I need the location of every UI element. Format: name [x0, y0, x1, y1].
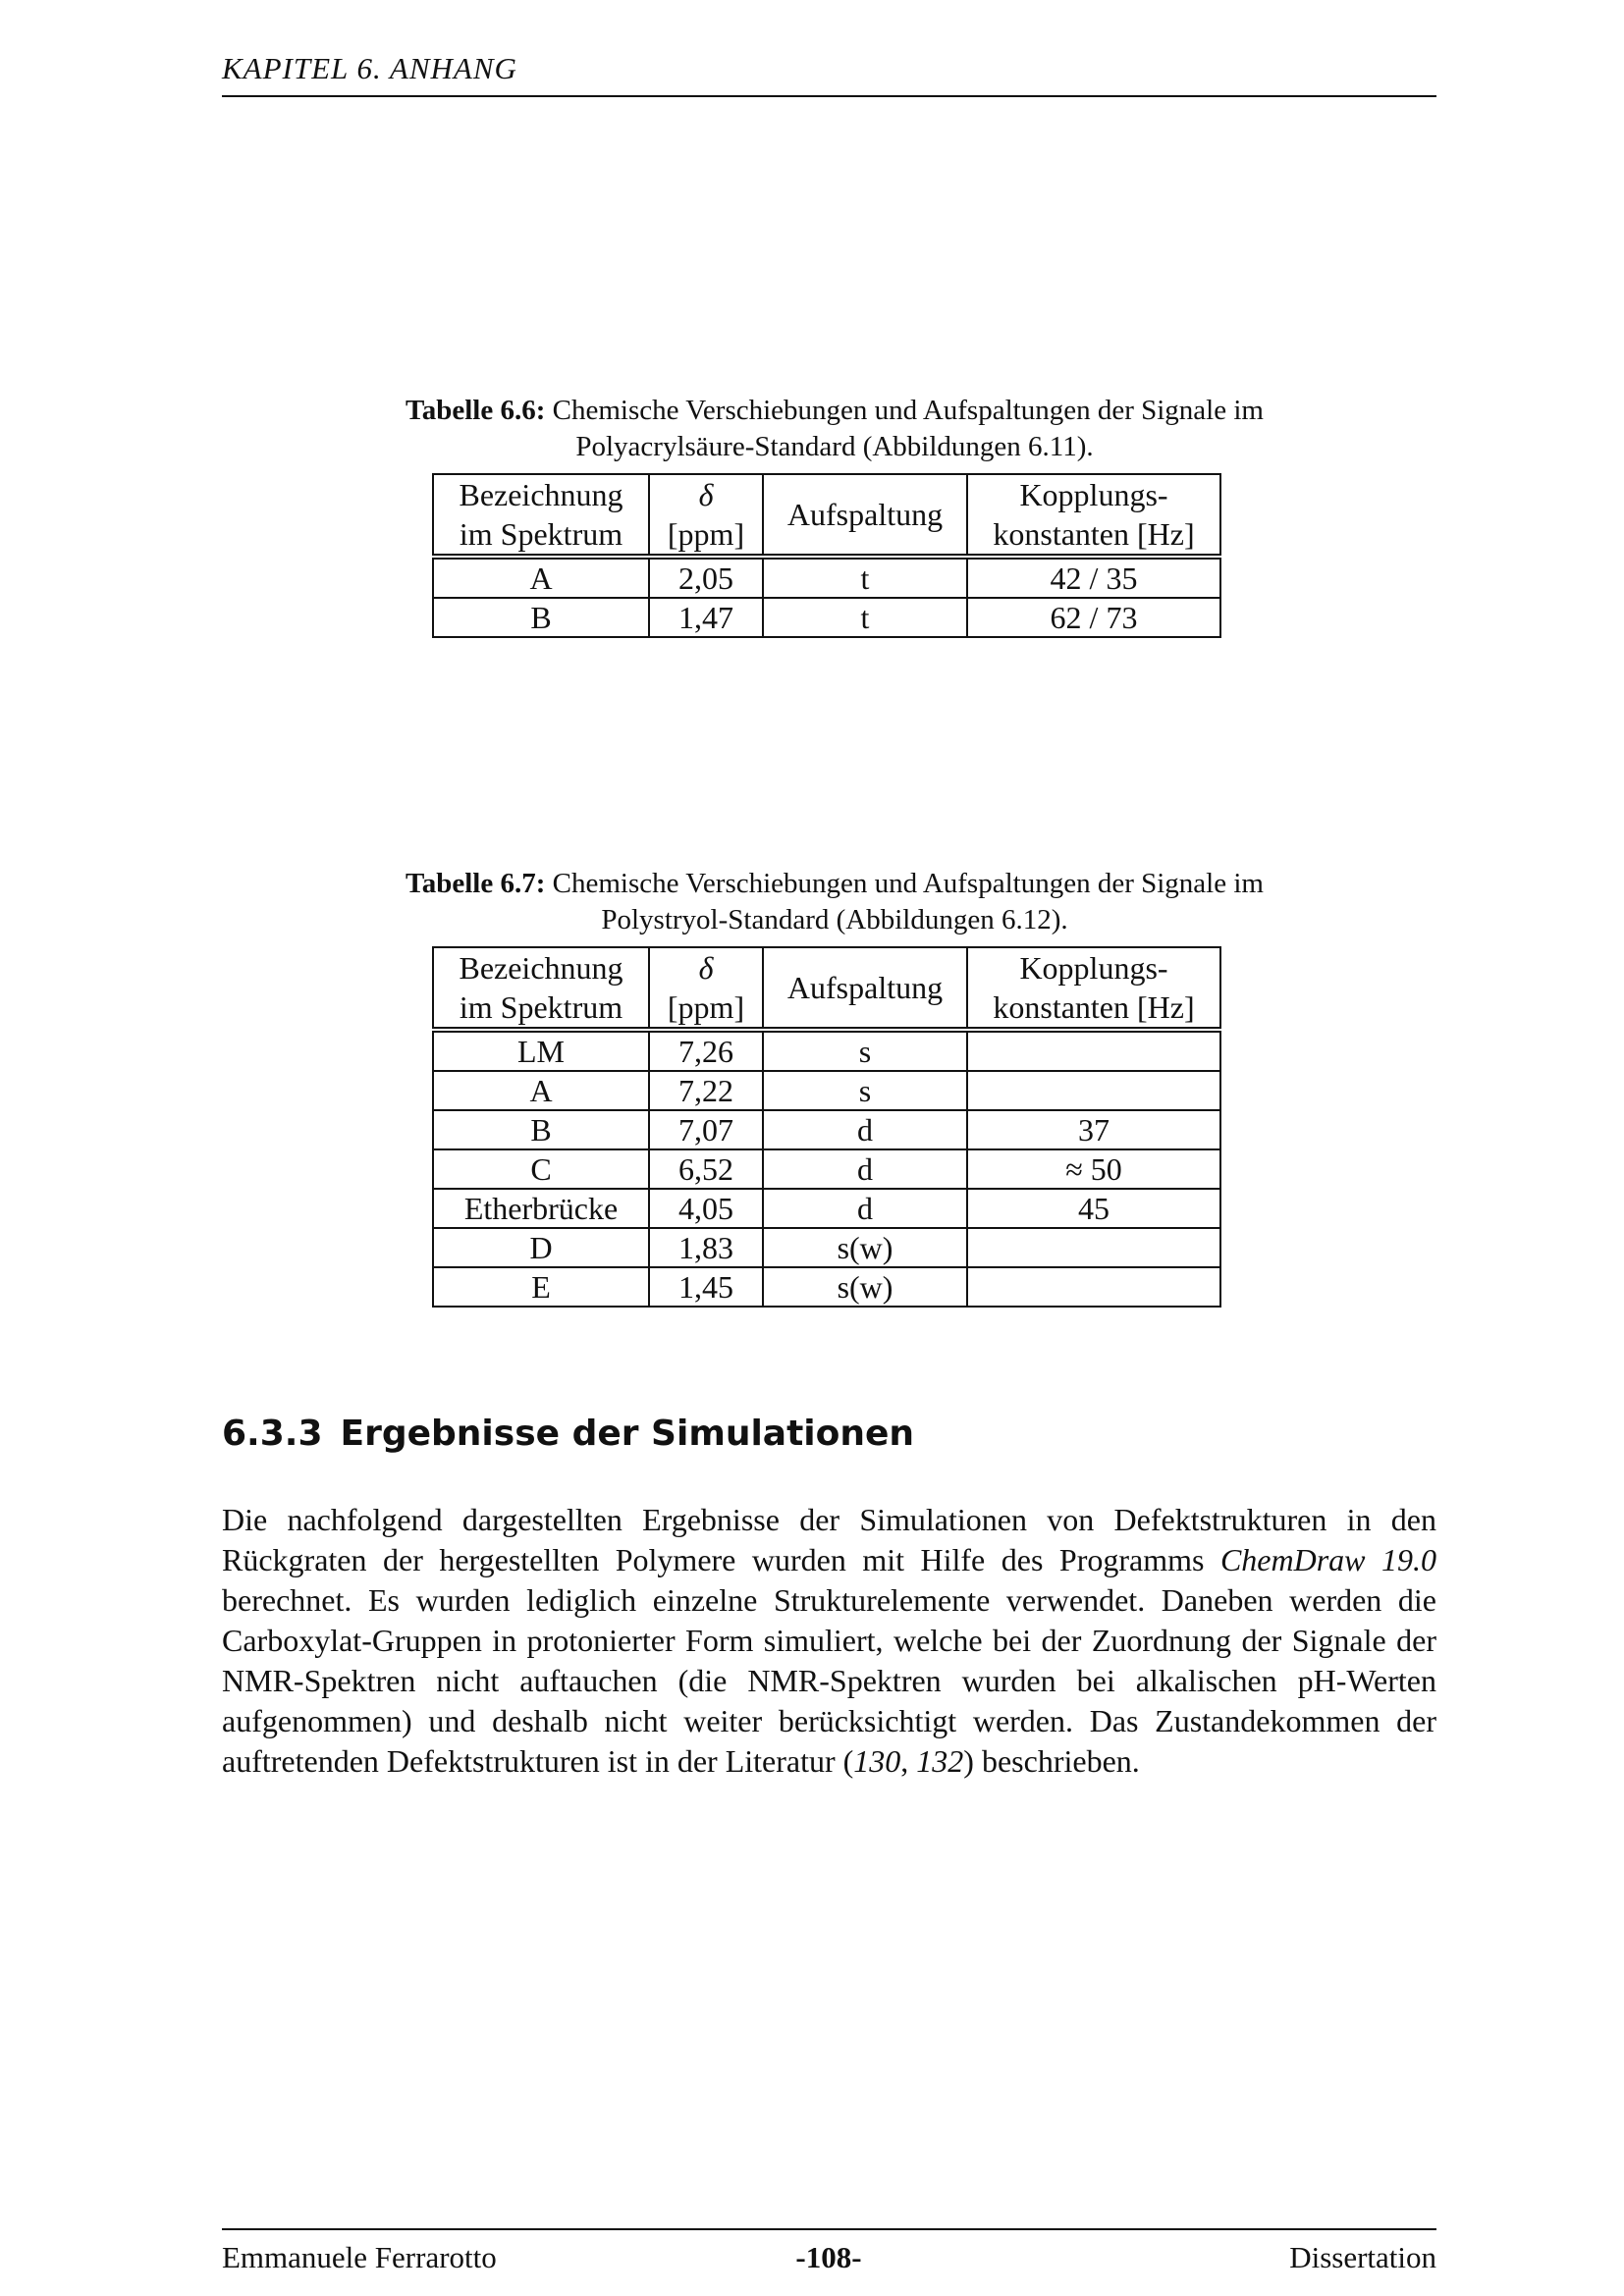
header-name: Bezeichnung im Spektrum [433, 474, 649, 557]
caption-line-2: Polyacrylsäure-Standard (Abbildungen 6.11). [575, 431, 1094, 462]
paragraph-text: Die nachfolgend dargestellten Ergebnisse der Simulationen von Defektstrukturen in den Rückgraten der hergestellten Polymere wurden mit Hilfe des Programms [222, 1502, 1436, 1577]
caption-line-1 [295, 393, 1375, 429]
cell-split: d [763, 1189, 967, 1228]
caption-text: Chemische Verschiebungen und Aufspaltungen der Signale im [552, 395, 1264, 426]
cell-split: d [763, 1149, 967, 1189]
header-coupling: Kopplungs- konstanten [Hz] [967, 947, 1220, 1030]
caption-label: Tabelle 6.6: [406, 395, 546, 426]
cell-split: s(w) [763, 1228, 967, 1267]
cell-shift: 6,52 [649, 1149, 763, 1189]
cell-name: Etherbrücke [433, 1189, 649, 1228]
cell-shift: 7,07 [649, 1110, 763, 1149]
cell-coupling: 37 [967, 1110, 1220, 1149]
reference-separator: , [900, 1743, 917, 1779]
caption-label: Tabelle 6.7: [406, 868, 546, 899]
cell-name: B [433, 598, 649, 637]
cell-name: D [433, 1228, 649, 1267]
cell-split: t [763, 598, 967, 637]
table-6-6 [432, 473, 1221, 638]
table-row [433, 1110, 1220, 1149]
table-row [433, 1149, 1220, 1189]
cell-coupling: ≈ 50 [967, 1149, 1220, 1189]
reference-130: 130 [853, 1743, 901, 1779]
cell-shift: 2,05 [649, 557, 763, 598]
section-title: Ergebnisse der Simulationen [340, 1414, 915, 1454]
footer-author: Emmanuele Ferrarotto [222, 2240, 497, 2274]
header-rule [222, 95, 1436, 97]
caption-line-1 [295, 866, 1375, 902]
table-header-row [433, 474, 1220, 557]
footer-rule [222, 2228, 1436, 2230]
table-row [433, 1030, 1220, 1071]
cell-split: s [763, 1030, 967, 1071]
table-row [433, 1228, 1220, 1267]
header-split: Aufspaltung [763, 474, 967, 557]
cell-coupling [967, 1071, 1220, 1110]
body-paragraph [222, 1500, 1436, 1782]
cell-coupling: 62 / 73 [967, 598, 1220, 637]
footer-document-type: Dissertation [1289, 2240, 1436, 2274]
table-row [433, 1189, 1220, 1228]
header-shift: δ [ppm] [649, 947, 763, 1030]
cell-split: s [763, 1071, 967, 1110]
cell-coupling [967, 1267, 1220, 1307]
caption-line-2: Polystryol-Standard (Abbildungen 6.12). [601, 904, 1068, 935]
table-row [433, 1071, 1220, 1110]
cell-shift: 1,83 [649, 1228, 763, 1267]
header-split: Aufspaltung [763, 947, 967, 1030]
cell-split: d [763, 1110, 967, 1149]
cell-split: t [763, 557, 967, 598]
cell-shift: 7,22 [649, 1071, 763, 1110]
cell-coupling: 45 [967, 1189, 1220, 1228]
cell-shift: 1,47 [649, 598, 763, 637]
cell-shift: 7,26 [649, 1030, 763, 1071]
table-6-6-caption [295, 393, 1375, 465]
page-number: -108- [795, 2240, 862, 2274]
cell-name: A [433, 557, 649, 598]
cell-name: B [433, 1110, 649, 1149]
cell-coupling [967, 1228, 1220, 1267]
cell-shift: 1,45 [649, 1267, 763, 1307]
cell-coupling [967, 1030, 1220, 1071]
table-row [433, 598, 1220, 637]
table-6-7 [432, 946, 1221, 1308]
cell-coupling: 42 / 35 [967, 557, 1220, 598]
cell-shift: 4,05 [649, 1189, 763, 1228]
paragraph-text: berechnet. Es wurden lediglich einzelne Strukturelemente verwendet. Daneben werden die Carboxylat-Gruppen in protonierter Form simuliert, welche bei der Zuordnung der Signale der NMR-Spektren nicht auftauchen (die NMR-Spektren wurden bei alkalischen pH-Werten aufgenommen) und deshalb nicht weiter berücksichtigt werden. Das Zustandekommen der auftretenden Defektstrukturen ist in der Literatur ( [222, 1582, 1436, 1779]
cell-split: s(w) [763, 1267, 967, 1307]
table-6-7-caption [295, 866, 1375, 938]
header-name: Bezeichnung im Spektrum [433, 947, 649, 1030]
cell-name: A [433, 1071, 649, 1110]
section-number: 6.3.3 [222, 1414, 323, 1454]
cell-name: LM [433, 1030, 649, 1071]
caption-text: Chemische Verschiebungen und Aufspaltungen der Signale im [552, 868, 1264, 899]
cell-name: C [433, 1149, 649, 1189]
table-header-row [433, 947, 1220, 1030]
section-heading [222, 1414, 914, 1454]
cell-name: E [433, 1267, 649, 1307]
header-coupling: Kopplungs- konstanten [Hz] [967, 474, 1220, 557]
reference-132: 132 [916, 1743, 964, 1779]
software-name: ChemDraw 19.0 [1219, 1542, 1437, 1577]
table-row [433, 557, 1220, 598]
table-row [433, 1267, 1220, 1307]
running-header: KAPITEL 6. ANHANG [222, 51, 517, 85]
paragraph-text: ) beschrieben. [963, 1743, 1140, 1779]
header-shift: δ [ppm] [649, 474, 763, 557]
